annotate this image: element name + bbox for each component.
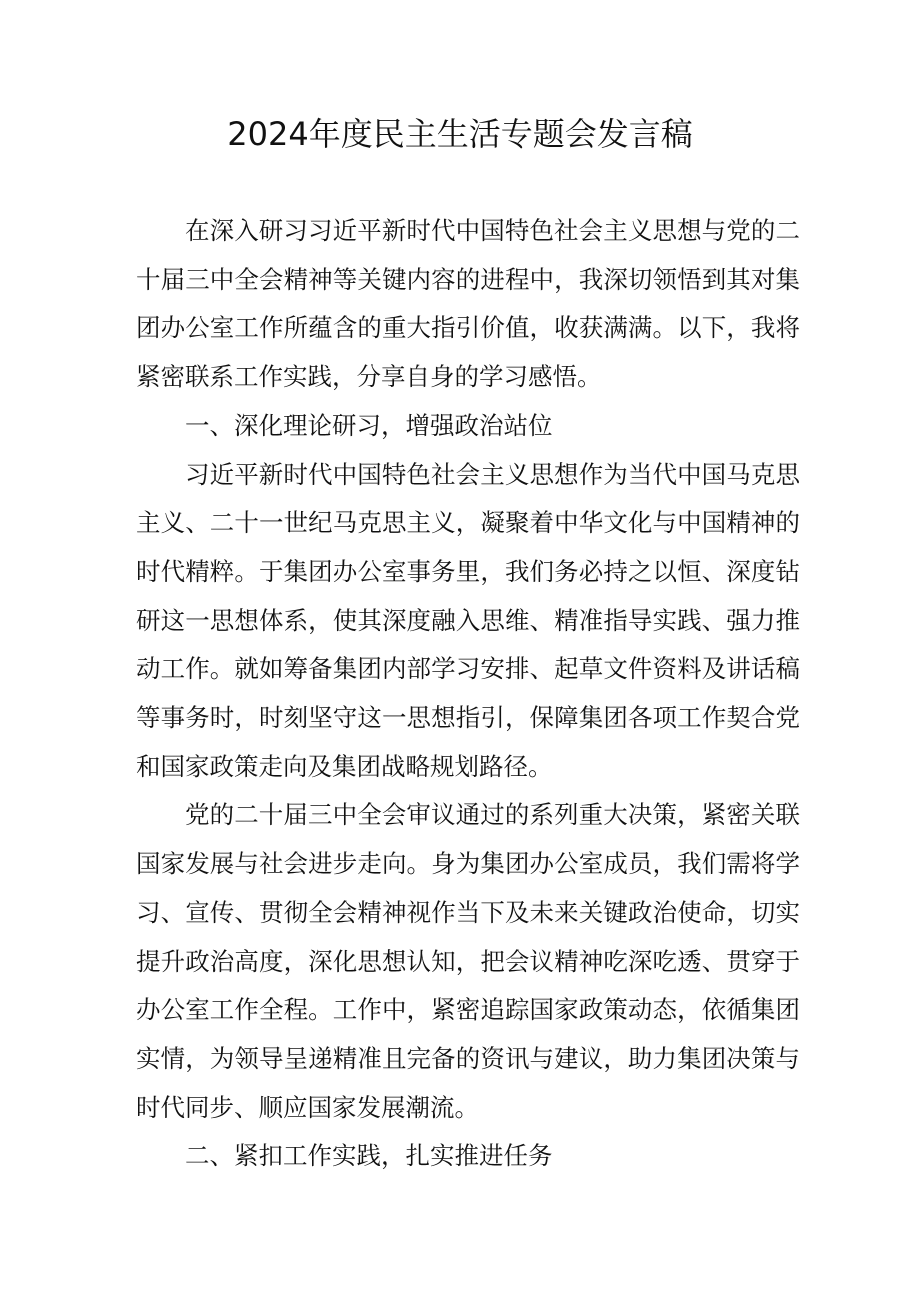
paragraph-theory: 习近平新时代中国特色社会主义思想作为当代中国马克思主义、二十一世纪马克思主义，凝聚着中华文化与中国精神的时代精粹。于集团办公室事务里，我们务必持之以恒、深度钻研这一思想体系，使其深度融入思维、精准指导实践、强力推动工作。就如筹备集团内部学习安排、起草文件资料及讲话稿等事务时，时刻坚守这一思想指引，保障集团各项工作契合党和国家政策走向及集团战略规划路径。 <box>136 459 800 781</box>
section-heading-1: 一、深化理论研习，增强政治站位 <box>185 410 553 440</box>
document-body <box>136 207 800 1181</box>
paragraph-intro: 在深入研习习近平新时代中国特色社会主义思想与党的二十届三中全会精神等关键内容的进程中，我深切领悟到其对集团办公室工作所蕴含的重大指引价值，收获满满。以下，我将紧密联系工作实践，分享自身的学习感悟。 <box>136 216 800 392</box>
section-heading-2: 二、紧扣工作实践，扎实推进任务 <box>185 1141 553 1171</box>
document-title: 2024年度民主生活专题会发言稿 <box>227 115 693 153</box>
paragraph-plenary: 党的二十届三中全会审议通过的系列重大决策，紧密关联国家发展与社会进步走向。身为集团办公室成员，我们需将学习、宣传、贯彻全会精神视作当下及未来关键政治使命，切实提升政治高度，深化思想认知，把会议精神吃深吃透、贯穿于办公室工作全程。工作中，紧密追踪国家政策动态，依循集团实情，为领导呈递精准且完备的资讯与建议，助力集团决策与时代同步、顺应国家发展潮流。 <box>136 800 800 1122</box>
